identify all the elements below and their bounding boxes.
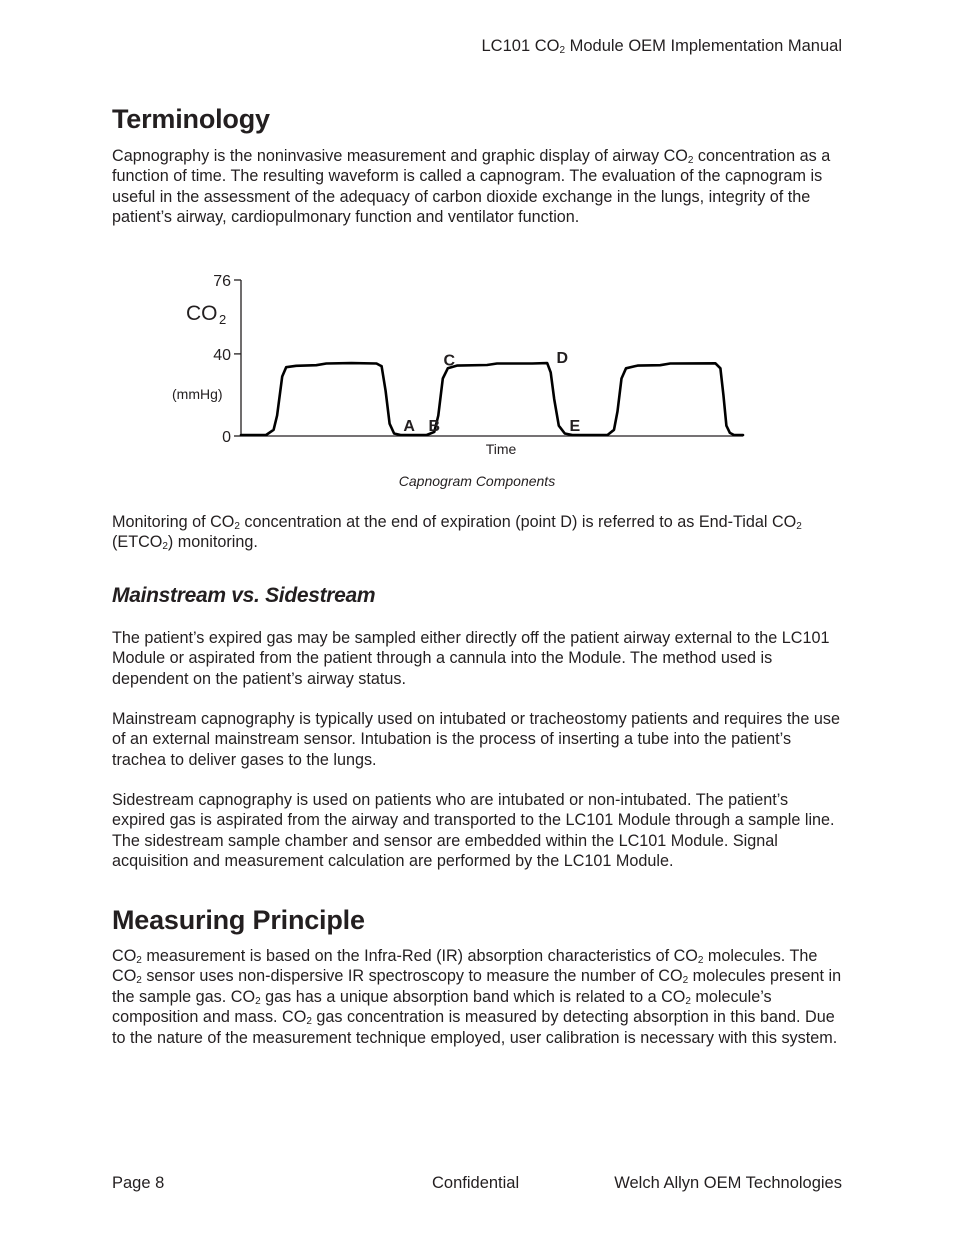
measuring-paragraph: $CO_2$ measurement is based on the Infra-Red (IR) absorption characteristics of $CO_2$ molecules. The $CO_2$ sensor uses non-dispersive IR spectroscopy to measure the number of $CO_2$ molecules present in the sample gas. $CO_2$ gas has a unique absorption band which is related to a $CO_2$ molecule’s composition and mass. $CO_2$ gas concentration is measured by detecting absorption in this band. Due to the nature of the measurement technique employed, user calibration is necessary with this system. [112,947,842,1047]
capnogram-waveform [241,363,743,435]
header-title-part: Module OEM Implementation Manual [565,37,842,55]
annotation-c: C [443,352,456,370]
header-title-part: LC101 CO [481,37,560,55]
mainstream-paragraph-1: The patient’s expired gas may be sampled either directly off the patient airway external to the LC101 Module or aspirated from the patient through a cannula into the Module. The method used is dependent on the patient’s airway status. [112,629,830,688]
measuring-heading: Measuring Principle [112,905,365,935]
capnogram-chart [160,262,760,462]
y-tick-label: 76 [213,273,231,290]
annotation-e: E [569,418,581,435]
mainstream-heading: Mainstream vs. Sidestream [112,584,376,607]
terminology-heading: Terminology [112,104,270,134]
footer-confidential: Confidential [432,1174,520,1192]
y-axis-label: CO [186,302,218,325]
annotation-b: B [428,418,441,435]
y-axis-label-subscript: 2 [219,312,227,327]
mainstream-paragraph-2: Mainstream capnography is typically used on intubated or tracheostomy patients and requires the use of an external mainstream sensor. Intubation is the process of inserting a tube into the patient’s trachea to deliver gases to the lungs. [112,710,840,769]
header-subscript: 2 [559,45,566,56]
chart-caption: Capnogram Components [398,473,556,489]
y-tick-label: 0 [222,429,231,446]
annotation-a: A [403,418,415,435]
sidestream-paragraph: Sidestream capnography is used on patients who are intubated or non-intubated. The patient’s expired gas is aspirated from the airway and transported to the LC101 Module through a sample line. The sidestream sample chamber and sensor are embedded within the LC101 Module. Signal acquisition and measurement calculation are performed by the LC101 Module. [112,791,835,871]
y-axis-ticks [213,273,241,446]
y-tick-label: 40 [213,346,231,364]
monitoring-paragraph: Monitoring of $CO_2$ concentration at the end of expiration (point D) is referred to as End-Tidal $CO_2$ $(ETCO_2)$ monitoring. [112,513,802,553]
annotation-d: D [556,350,569,368]
y-axis-unit: (mmHg) [172,386,223,402]
terminology-paragraph: Capnography is the noninvasive measurement and graphic display of airway $CO_2$ concentration as a function of time. The resulting waveform is called a capnogram. The evaluation of the capnogram is useful in the assessment of the adequacy of carbon dioxide exchange in the lungs, integrity of the patient’s airway, cardiopulmonary function and ventilator function. [112,147,831,227]
footer-page-number: Page 8 [112,1174,165,1192]
running-header [482,37,843,56]
footer-company: Welch Allyn OEM Technologies [614,1174,842,1192]
x-axis-label: Time [485,441,517,457]
